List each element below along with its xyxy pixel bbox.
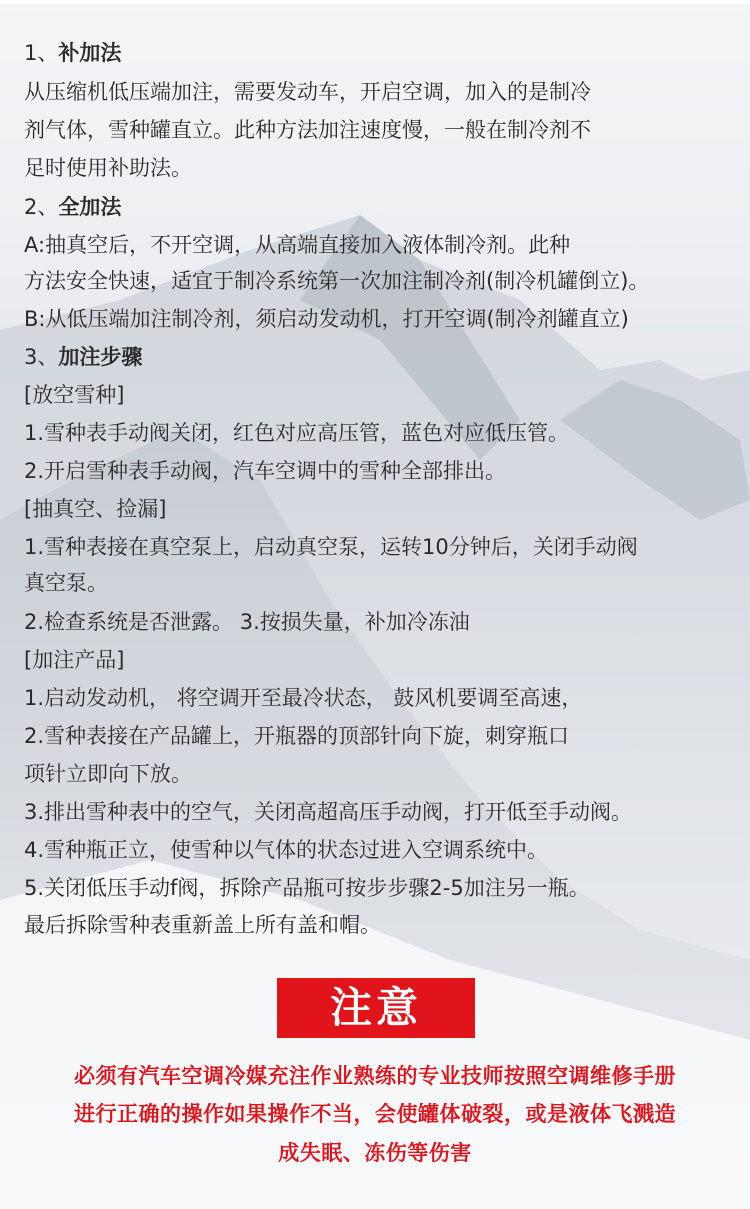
subheading-vacuum: [抽真空、捡漏] [24,497,167,521]
notice-title: 注意 [277,978,475,1038]
section1-title: 补加法 [58,41,122,65]
warning-line: 进行正确的操作如果操作不当，会使罐体破裂，或是液体飞溅造 [74,1102,676,1126]
section3-title: 加注步骤 [58,345,143,369]
section2-number: 2、 [24,195,59,219]
subheading-charge: [加注产品] [24,648,125,672]
step-line: 5.关闭低压手动f阀，拆除产品瓶可按步步骤2-5加注另一瓶。 [24,876,590,900]
section1-number: 1、 [24,41,59,65]
section1-line: 剂气体，雪种罐直立。此种方法加注速度慢，一般在制冷剂不 [24,118,591,142]
step-line: 2.检查系统是否泄露。 3.按损失量，补加冷冻油 [24,610,470,634]
step-line: 1.雪种表手动阀关闭，红色对应高压管，蓝色对应低压管。 [24,421,570,445]
step-line: 1.启动发动机， 将空调开至最冷状态， 鼓风机要调至高速， [24,686,583,710]
subheading-vent: [放空雪种] [24,383,125,407]
step-line: 4.雪种瓶正立，使雪种以气体的状态过进入空调系统中。 [24,838,549,862]
section2-title: 全加法 [58,195,122,219]
step-line: 2.雪种表接在产品罐上，开瓶器的顶部针向下旋，刺穿瓶口 [24,724,570,748]
step-line: 2.开启雪种表手动阀，汽车空调中的雪种全部排出。 [24,459,507,483]
section1-heading [24,38,121,68]
section1-line: 从压缩机低压端加注，需要发动车，开启空调，加入的是制冷 [24,80,591,104]
step-line: 项针立即向下放。 [24,762,192,786]
section2-line: 方法安全快速，适宜于制冷系统第一次加注制冷剂(制冷机罐倒立)。 [24,269,650,293]
step-line: 真空泵。 [24,571,108,595]
section2-line: A:抽真空后，不开空调，从高端直接加入液体制冷剂。此种 [24,233,571,257]
section1-line: 足时使用补助法。 [24,156,192,180]
section2-line: B:从低压端加注制冷剂，须启动发动机，打开空调(制冷剂罐直立) [24,307,629,331]
warning-line: 成失眠、冻伤等伤害 [278,1141,472,1165]
step-line: 3.排出雪种表中的空气，关闭高超高压手动阀，打开低至手动阀。 [24,800,633,824]
section3-number: 3、 [24,345,59,369]
section2-heading [24,192,121,222]
section3-heading [24,342,142,372]
step-line: 最后拆除雪种表重新盖上所有盖和帽。 [24,913,381,937]
warning-line: 必须有汽车空调冷媒充注作业熟练的专业技师按照空调维修手册 [74,1064,676,1088]
top-border [0,0,750,4]
step-line: 1.雪种表接在真空泵上，启动真空泵，运转10分钟后，关闭手动阀 [24,535,638,559]
